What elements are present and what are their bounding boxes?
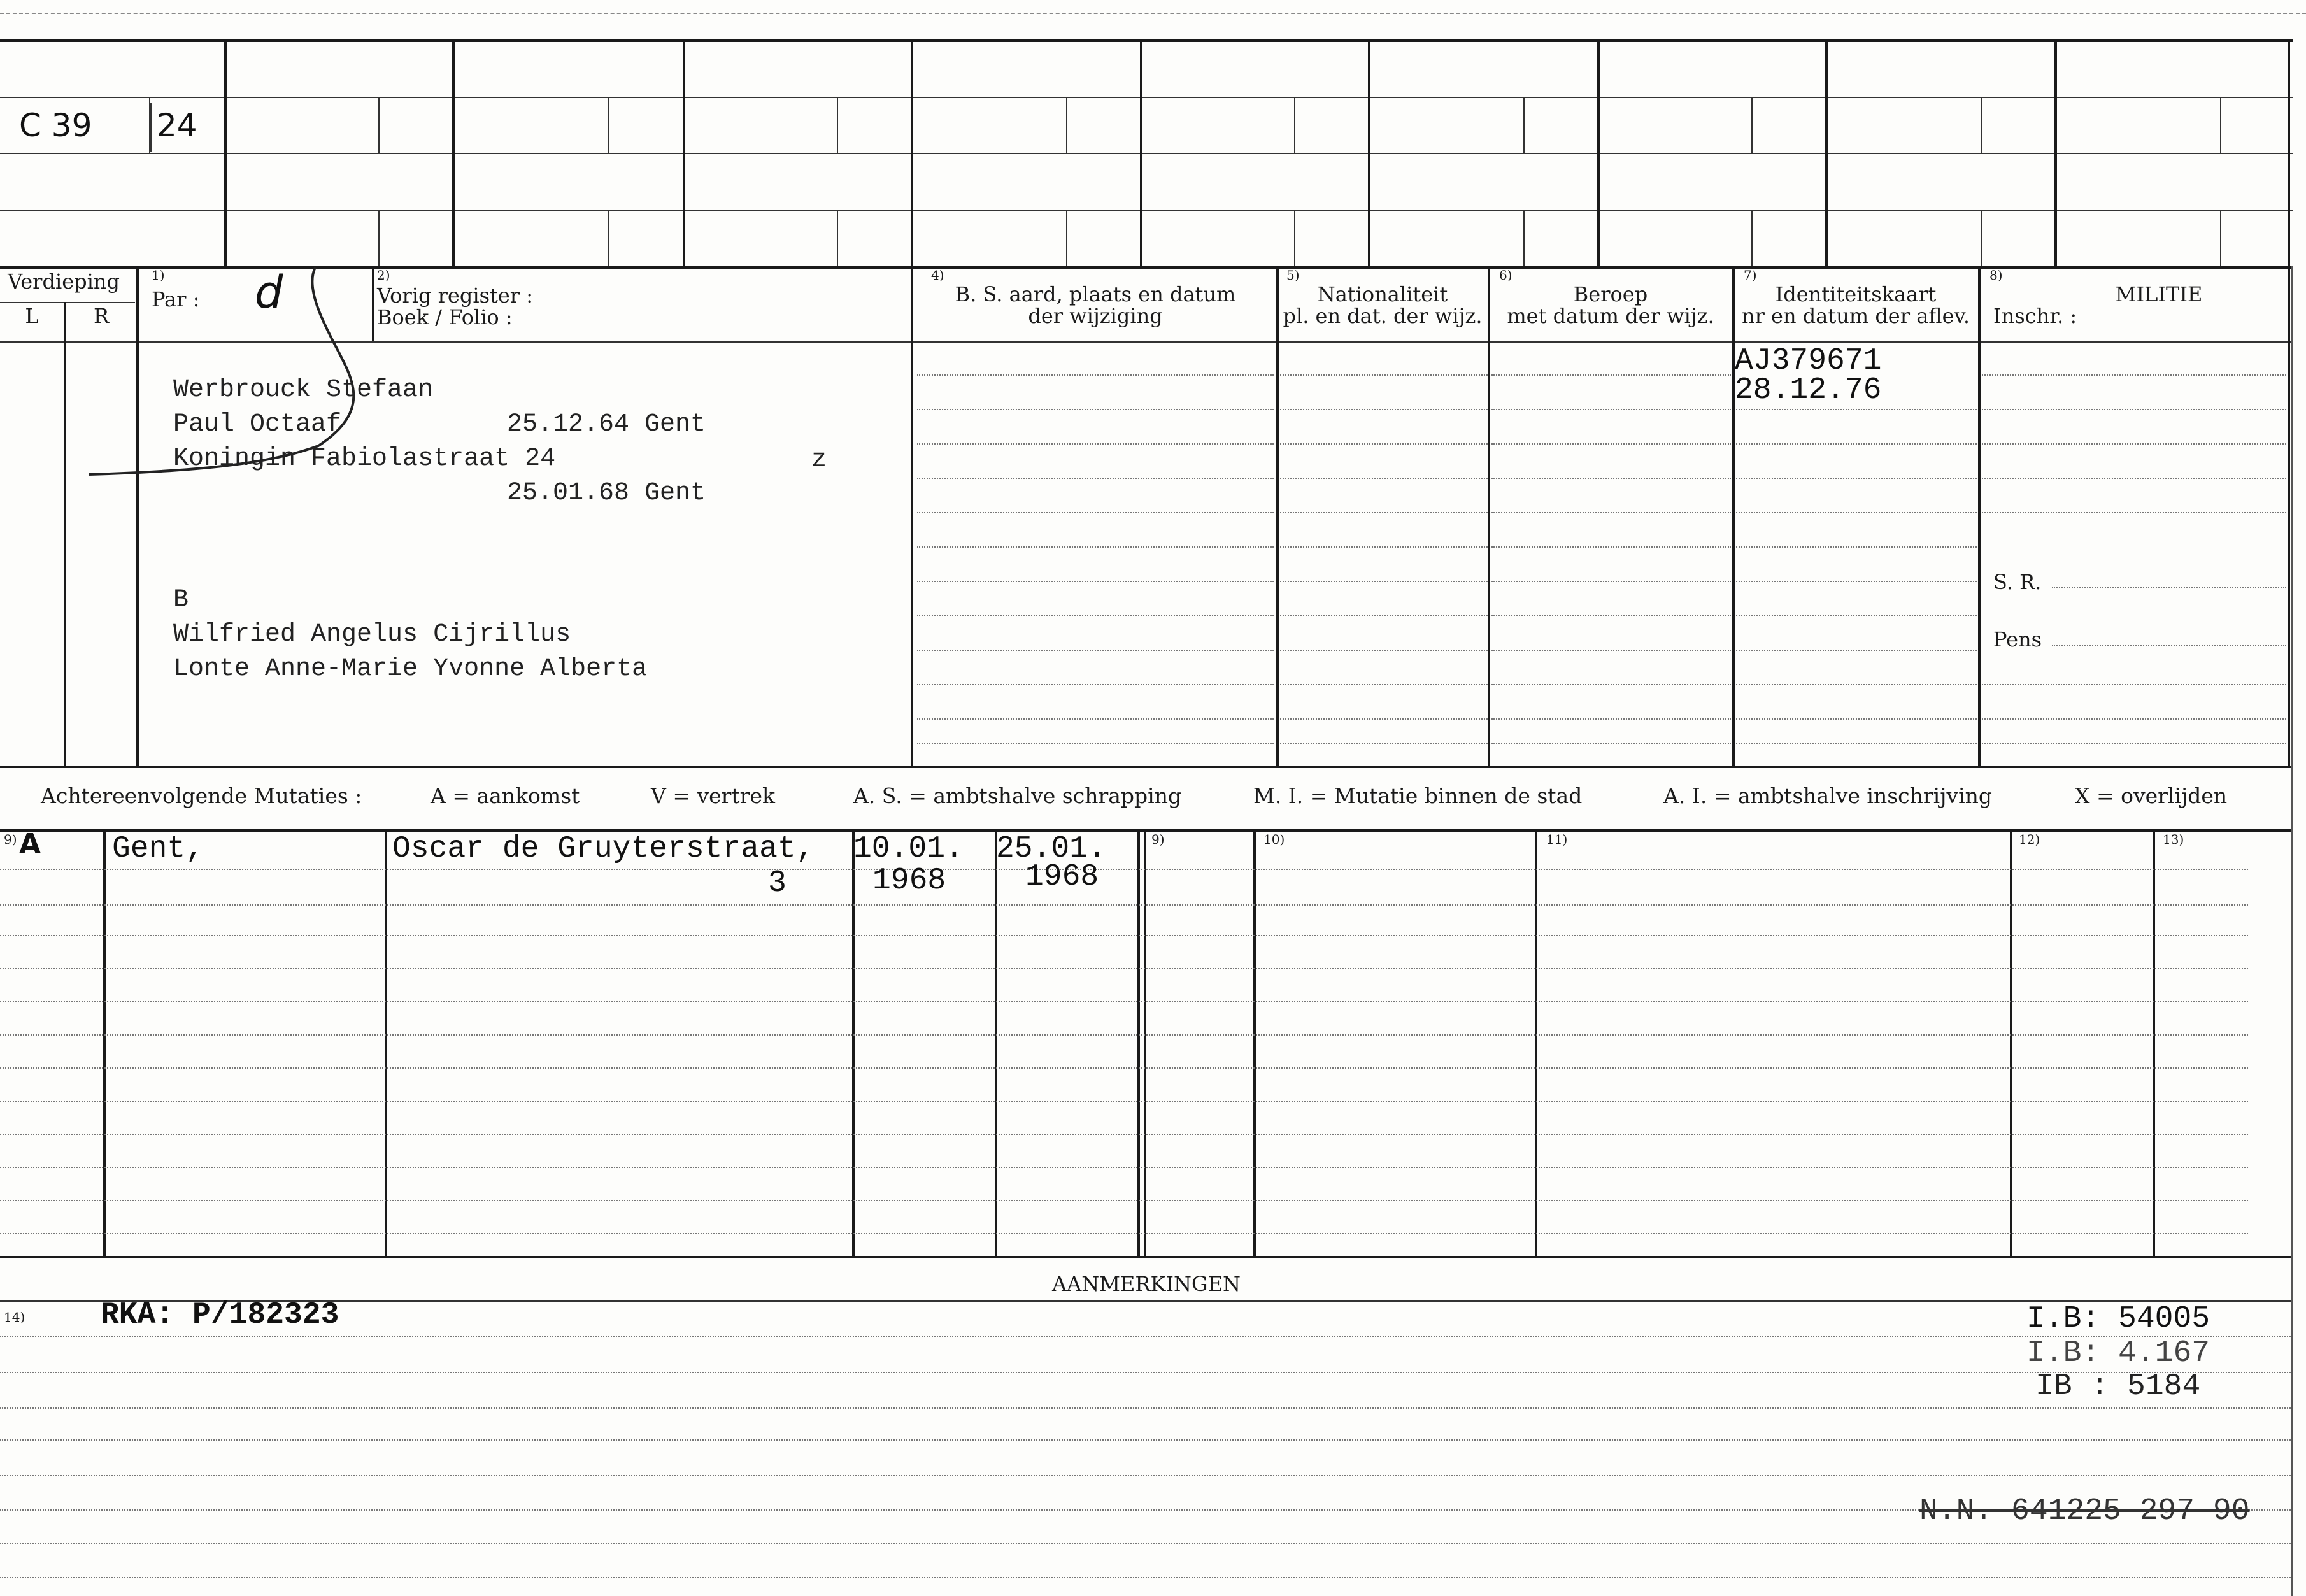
mut-col-divider	[2010, 829, 2012, 1256]
mut-col-divider	[995, 829, 997, 1256]
top-grid-divider	[224, 39, 227, 266]
top-grid-line	[0, 97, 2293, 98]
mut-col-divider	[1144, 829, 1146, 1256]
right-edge	[2291, 266, 2293, 1596]
legend-ai: A. I. = ambtshalve inschrijving	[1663, 783, 1993, 808]
rka-reference: RKA: P/182323	[101, 1298, 339, 1332]
card-code: C 39	[19, 107, 92, 144]
boek-folio-header: Boek / Folio :	[377, 305, 513, 329]
ib-number-3: IB : 5184	[2035, 1369, 2201, 1404]
identiteitskaart-header-2: nr en datum der aflev.	[1741, 304, 1970, 328]
mut-col-divider	[385, 829, 387, 1256]
verdieping-header: Verdieping	[8, 269, 120, 294]
militie-header: MILITIE	[2115, 282, 2203, 306]
par-header: Par :	[152, 287, 200, 311]
l-r-divider	[64, 302, 66, 766]
mut-col-divider	[852, 829, 855, 1256]
col-divider	[911, 266, 913, 766]
mut-num-13: 13)	[2163, 832, 2184, 847]
mutation-date1-year: 1968	[872, 864, 946, 898]
bs-header: B. S. aard, plaats en datum	[955, 282, 1236, 306]
l-header: L	[25, 304, 39, 328]
mutation-street: Oscar de Gruyterstraat,	[392, 832, 815, 866]
ib-number-1: I.B: 54005	[2026, 1302, 2210, 1336]
mutation-type: A	[19, 828, 41, 860]
legend-v: V = vertrek	[651, 783, 775, 808]
mut-num-9b: 9)	[1151, 832, 1165, 847]
mut-col-divider	[1137, 829, 1140, 1256]
mut-col-divider	[1253, 829, 1256, 1256]
col-divider	[1488, 266, 1490, 766]
par-mark: d	[255, 266, 283, 318]
beroep-header: Beroep	[1573, 282, 1648, 306]
legend-mi: M. I. = Mutatie binnen de stad	[1253, 783, 1583, 808]
top-cut-line	[0, 13, 2306, 14]
father-name: Wilfried Angelus Cijrillus	[173, 620, 571, 649]
nationaliteit-header-2: pl. en dat. der wijz.	[1283, 304, 1483, 328]
col1-number: 1)	[152, 267, 165, 283]
mut-col-divider	[2153, 829, 2155, 1256]
id-card-date: 28.12.76	[1735, 373, 1882, 408]
national-number: N.N. 641225 297 90	[1919, 1494, 2250, 1528]
mut-num-11: 11)	[1546, 832, 1568, 847]
col6-number: 6)	[1499, 267, 1512, 283]
z-mark: z	[811, 446, 827, 474]
person-date2: 25.01.68 Gent	[507, 479, 706, 508]
beroep-header-2: met datum der wijz.	[1507, 304, 1714, 328]
col-divider	[372, 266, 374, 341]
mut-num-12: 12)	[2019, 832, 2040, 847]
col2-number: 2)	[377, 267, 390, 283]
inschr-label: Inschr. :	[1993, 304, 2077, 328]
card-number: 24	[157, 107, 197, 144]
top-grid-line	[0, 153, 2293, 154]
remarks-number: 14)	[4, 1309, 25, 1325]
mut-num-9: 9)	[4, 832, 17, 847]
col-divider	[1978, 266, 1981, 766]
strike-through-mark	[76, 261, 369, 490]
legend-as: A. S. = ambtshalve schrapping	[853, 783, 1182, 808]
top-grid-line	[0, 210, 2293, 211]
mut-num-10: 10)	[1263, 832, 1285, 847]
top-grid-divider	[2288, 39, 2290, 266]
col4-number: 4)	[931, 267, 944, 283]
legend-a: A = aankomst	[431, 783, 580, 808]
top-grid-divider	[1140, 39, 1142, 266]
remarks-title: AANMERKINGEN	[1052, 1272, 1241, 1296]
col7-number: 7)	[1744, 267, 1757, 283]
top-grid-divider	[911, 39, 913, 266]
person-given-names: Paul Octaaf	[173, 410, 342, 439]
person-address: Koningin Fabiolastraat 24	[173, 445, 556, 473]
mut-col-divider	[103, 829, 106, 1256]
remarks-header-line	[0, 1300, 2293, 1302]
top-grid-divider	[1825, 39, 1828, 266]
mutation-house-number: 3	[768, 866, 786, 901]
mutation-city: Gent,	[112, 832, 204, 866]
r-header: R	[93, 304, 110, 328]
identiteitskaart-header: Identiteitskaart	[1775, 282, 1937, 306]
vorig-register-header: Vorig register :	[377, 283, 534, 308]
person-birth: 25.12.64 Gent	[507, 410, 706, 439]
top-grid-divider	[452, 39, 455, 266]
mutation-date2-year: 1968	[1025, 860, 1099, 894]
col8-number: 8)	[1989, 267, 2003, 283]
bs-header-2: der wijziging	[1028, 304, 1163, 328]
remarks-top	[0, 1256, 2293, 1258]
legend-x: X = overlijden	[2075, 783, 2228, 808]
top-grid-divider	[2054, 39, 2057, 266]
mother-name: Lonte Anne-Marie Yvonne Alberta	[173, 655, 648, 683]
nationaliteit-header: Nationaliteit	[1317, 282, 1448, 306]
mut-col-divider	[1535, 829, 1537, 1256]
legend-title: Achtereenvolgende Mutaties :	[41, 783, 362, 808]
col-divider	[2288, 266, 2290, 766]
ib-number-2: I.B: 4.167	[2026, 1336, 2210, 1371]
top-grid-divider	[1368, 39, 1370, 266]
main-bottom	[0, 766, 2293, 768]
col5-number: 5)	[1286, 267, 1300, 283]
b-mark: B	[173, 586, 189, 615]
pens-label: Pens	[1993, 627, 2042, 652]
top-grid-divider	[683, 39, 685, 266]
top-grid-divider	[1597, 39, 1600, 266]
col-divider	[1732, 266, 1735, 766]
mutations-top	[0, 829, 2293, 832]
sr-label: S. R.	[1993, 570, 2042, 594]
mutation-date1-day: 10.01.	[853, 832, 964, 866]
top-border	[0, 39, 2293, 42]
id-card-number: AJ379671	[1735, 344, 1882, 378]
col-divider	[1276, 266, 1279, 766]
person-name: Werbrouck Stefaan	[173, 376, 434, 404]
mutation-date2-day: 25.01.	[996, 832, 1106, 866]
